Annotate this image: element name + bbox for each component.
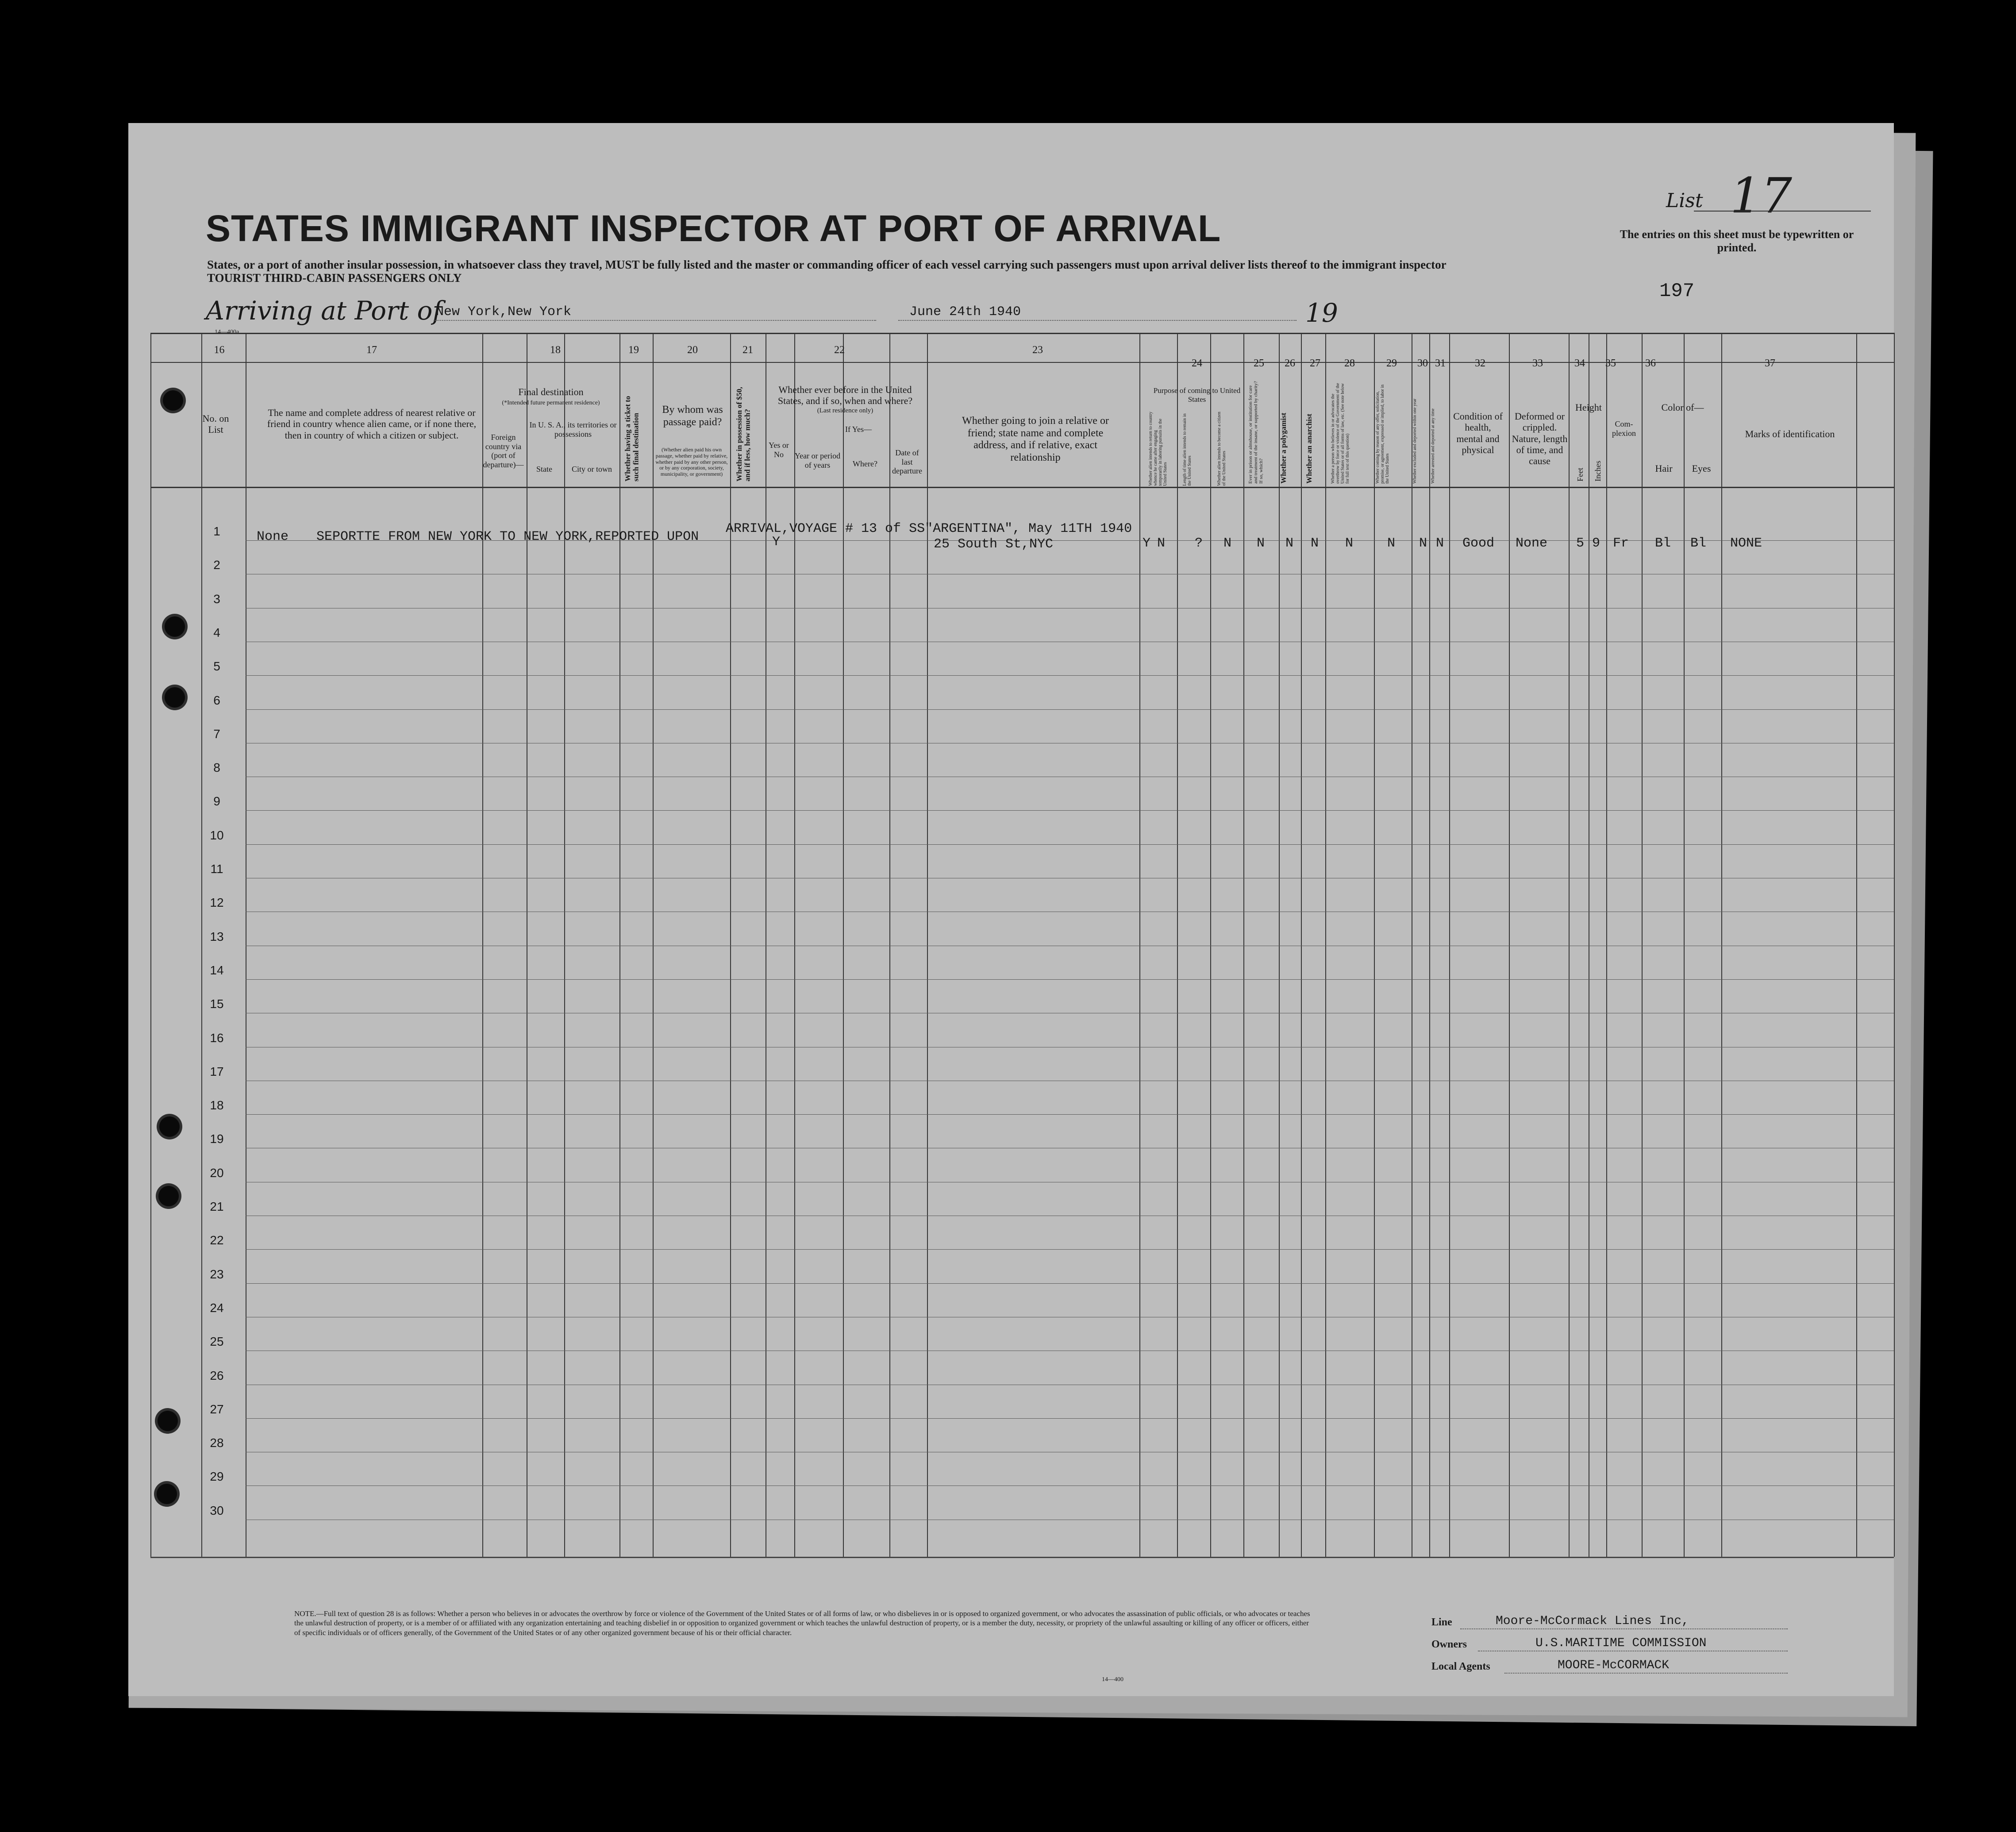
header-passage-paid-sub: (Whether alien paid his own passage, whether paid by relative, whether paid by any other person, or by any corporation, society, municipality, or government) xyxy=(655,446,728,477)
header-final-destination: Final destination xyxy=(518,386,584,397)
header-purpose-b: Length of time alien intends to remain in the United States xyxy=(1182,413,1192,486)
row-rule xyxy=(246,1249,1894,1250)
column-rule xyxy=(1684,333,1685,1557)
row-rule xyxy=(246,1418,1894,1419)
row-rule xyxy=(246,675,1894,676)
row-number: 28 xyxy=(210,1436,224,1450)
binder-hole xyxy=(159,1116,180,1137)
line-value: Moore-McCormack Lines Inc, xyxy=(1496,1614,1689,1628)
header-deformed: Deformed or crippled. Nature, length of time, and cause xyxy=(1512,411,1568,467)
port-value: New York,New York xyxy=(436,304,572,319)
entry-prison: N xyxy=(1257,536,1265,551)
column-rule xyxy=(619,333,620,1557)
entry-arrival-note: ARRIVAL,VOYAGE # 13 of SS"ARGENTINA", May 11TH 1940 xyxy=(726,521,1132,536)
list-label: List xyxy=(1666,189,1703,212)
entry-marks: NONE xyxy=(1730,536,1762,551)
header-purpose-c: Whether alien intends to become a citizen of the United States xyxy=(1217,412,1227,486)
entry-eyes: Bl xyxy=(1690,536,1707,551)
row-number: 16 xyxy=(210,1031,224,1045)
header-no-on-list: No. on List xyxy=(202,413,229,435)
typewritten-note: The entries on this sheet must be typewritten or printed. xyxy=(1620,228,1854,254)
header-yes-no: Yes or No xyxy=(769,441,789,459)
entry-inches: 9 xyxy=(1592,536,1600,551)
row-number: 8 xyxy=(213,761,220,775)
row-number: 5 xyxy=(213,659,220,674)
binder-hole xyxy=(165,616,185,637)
manifest-sheet xyxy=(128,123,1894,1696)
row-number: 2 xyxy=(213,558,220,572)
entry-address: 25 South St,NYC xyxy=(934,537,1054,552)
column-rule xyxy=(843,333,844,1557)
column-rule xyxy=(1210,333,1211,1557)
entry-q29: N xyxy=(1387,536,1396,551)
column-rule xyxy=(1301,333,1302,1557)
row-number: 27 xyxy=(210,1402,224,1416)
header-q28: Whether a person who believes in or advocates the overthrow by force or violence of the Government of the United States or of all forms of law, etc. (See note below for full text of this question) xyxy=(1331,383,1350,484)
header-hair: Hair xyxy=(1655,463,1673,474)
row-number: 13 xyxy=(210,929,224,943)
entry-citizen: N xyxy=(1223,536,1232,551)
header-join-relative: Whether going to join a relative or friend; state name and complete address, and if relative, exact relationship xyxy=(962,415,1109,463)
entry-q31: N xyxy=(1436,536,1444,551)
row-number: 9 xyxy=(213,794,220,808)
header-q31: Whether arrested and deported at any time xyxy=(1431,408,1435,484)
binder-hole xyxy=(157,1484,177,1504)
port-underline xyxy=(434,320,876,321)
header-complexion: Com-plexion xyxy=(1612,420,1636,438)
header-purpose-a: Whether alien intends to return to country whence he came after engaging temporarily in laboring pursuits in the United States xyxy=(1148,412,1168,486)
header-health: Condition of health, mental and physical xyxy=(1453,411,1503,455)
header-passage-paid: By whom was passage paid? xyxy=(662,404,723,428)
col-num-35: 35 xyxy=(1605,358,1616,369)
header-before-in-us: Whether ever before in the United States, and if so, when and where? xyxy=(777,384,913,407)
footer-form-code: 14—400 xyxy=(1102,1676,1123,1683)
entry-length: ? xyxy=(1195,536,1203,551)
row-number: 26 xyxy=(210,1368,224,1382)
column-rule xyxy=(1429,333,1430,1557)
header-purpose: Purpose of coming to United States xyxy=(1153,386,1241,404)
header-anarchist: Whether an anarchist xyxy=(1305,413,1313,484)
column-rule xyxy=(1374,333,1375,1557)
entry-deportee-note: SEPORTTE FROM NEW YORK TO NEW YORK,REPORTED UPON xyxy=(316,529,699,544)
header-before-sub: (Last residence only) xyxy=(817,407,873,414)
header-eyes: Eyes xyxy=(1692,463,1711,474)
header-q29: Whether coming by reason of any offer, solicitation, promise, or agreement, expressed or implied, to labor in the United States xyxy=(1375,384,1390,484)
column-rule xyxy=(730,333,731,1557)
binder-hole xyxy=(165,687,185,708)
row-number: 23 xyxy=(210,1267,224,1281)
col-num-16: 16 xyxy=(214,344,225,356)
header-nearest-relative: The name and complete address of nearest relative or friend in country whence alien came, or if none there, then in country of which a citizen or subject. xyxy=(267,407,477,441)
col-num-36: 36 xyxy=(1645,358,1656,369)
entry-deformed: None xyxy=(1516,536,1548,551)
row-rule xyxy=(246,709,1894,710)
entry-relative: None xyxy=(257,529,289,544)
header-color-of: Color of— xyxy=(1661,402,1704,413)
column-rule xyxy=(1894,333,1895,1557)
row-number: 3 xyxy=(213,592,220,606)
list-number: 17 xyxy=(1730,167,1792,224)
list-underline xyxy=(1694,211,1871,212)
column-rule xyxy=(1642,333,1643,1557)
row-number: 17 xyxy=(210,1064,224,1078)
column-rule xyxy=(1606,333,1607,1557)
column-rule xyxy=(482,333,483,1557)
column-rule xyxy=(1449,333,1450,1557)
header-polygamist: Whether a polygamist xyxy=(1279,412,1288,484)
year-prefix: 19 xyxy=(1305,298,1338,328)
row-rule xyxy=(246,979,1894,980)
header-period: Year or period of years xyxy=(794,451,841,470)
column-rule xyxy=(1177,333,1178,1557)
column-rule xyxy=(1325,333,1326,1557)
col-num-24: 24 xyxy=(1192,358,1202,369)
date-value: June 24th 1940 xyxy=(909,304,1021,319)
row-number: 14 xyxy=(210,963,224,977)
col-num-27: 27 xyxy=(1310,358,1320,369)
binder-hole xyxy=(163,390,183,411)
line-label: Line xyxy=(1431,1616,1452,1628)
row-number: 24 xyxy=(210,1301,224,1315)
column-rule xyxy=(927,333,928,1557)
row-number: 6 xyxy=(213,693,220,707)
row-number: 11 xyxy=(210,862,223,876)
entry-hair: Bl xyxy=(1655,536,1671,551)
arriving-label: Arriving at Port of xyxy=(206,296,442,326)
subtitle: States, or a port of another insular possession, in whatsoever class they travel, MUST be fully listed and the master or commanding officer of each vessel carrying such passengers must upon arrival deliver lists thereof to the immigrant inspector xyxy=(207,258,1447,271)
binder-hole xyxy=(158,1411,178,1431)
header-marks: Marks of identification xyxy=(1745,428,1835,439)
header-ticket: Whether having a ticket to such final destination xyxy=(623,396,640,481)
column-rule xyxy=(889,333,890,1557)
header-usa: In U. S. A., its territories or possessions xyxy=(529,420,617,439)
entry-anarchist: N xyxy=(1311,536,1319,551)
row-rule xyxy=(246,1114,1894,1115)
header-foreign-country: Foreign country via (port of departure)— xyxy=(483,433,524,470)
column-rule xyxy=(1856,333,1857,1557)
binder-hole xyxy=(158,1186,179,1206)
row-rule xyxy=(246,1283,1894,1284)
header-prison: Ever in prison or almshouse, or institution for care and treatment of the insane, or supported by charity? If so, which? xyxy=(1248,381,1264,484)
entry-polygamist: N xyxy=(1285,536,1294,551)
col-num-19: 19 xyxy=(628,344,639,356)
col-num-26: 26 xyxy=(1285,358,1295,369)
column-rule xyxy=(201,333,202,1557)
header-fifty-dollars: Whether in possession of $50, and if less, how much? xyxy=(735,387,752,481)
row-number: 10 xyxy=(210,828,224,842)
column-rule xyxy=(794,333,795,1557)
entry-q28: N xyxy=(1345,536,1354,551)
owners-value: U.S.MARITIME COMMISSION xyxy=(1535,1636,1707,1650)
col-num-18: 18 xyxy=(550,344,561,356)
header-q30: Whether excluded and deported within one year xyxy=(1412,398,1417,484)
col-num-21: 21 xyxy=(743,344,753,356)
entry-purpose-a: Y xyxy=(1143,536,1151,551)
header-if-yes: If Yes— xyxy=(845,425,872,434)
col-num-20: 20 xyxy=(687,344,698,356)
row-number: 1 xyxy=(213,524,220,538)
header-final-destination-sub: (*Intended future permanent residence) xyxy=(502,400,600,406)
col-num-23: 23 xyxy=(1032,344,1043,356)
column-rule xyxy=(1509,333,1510,1557)
column-rule xyxy=(564,333,565,1557)
page-number: 197 xyxy=(1659,280,1695,302)
row-number: 20 xyxy=(210,1166,224,1180)
row-number: 19 xyxy=(210,1132,224,1146)
page-title: STATES IMMIGRANT INSPECTOR AT PORT OF ARRIVAL xyxy=(206,208,1221,249)
col-num-22: 22 xyxy=(834,344,845,356)
column-rule xyxy=(150,333,151,1557)
column-rule xyxy=(653,333,654,1557)
class-line: TOURIST THIRD-CABIN PASSENGERS ONLY xyxy=(207,271,462,285)
header-inches: Inches xyxy=(1593,461,1602,481)
col-num-31: 31 xyxy=(1435,358,1446,369)
header-feet: Feet xyxy=(1576,468,1585,481)
column-rule xyxy=(1569,333,1570,1557)
row-rule xyxy=(246,810,1894,811)
column-rule xyxy=(1243,333,1244,1557)
entry-prior-yes: Y xyxy=(772,535,781,550)
row-number: 30 xyxy=(210,1503,224,1517)
row-number: 22 xyxy=(210,1233,224,1247)
header-where: Where? xyxy=(853,459,877,468)
entry-health: Good xyxy=(1462,536,1495,551)
row-number: 12 xyxy=(210,896,224,910)
date-underline xyxy=(898,320,1297,321)
col-num-37: 37 xyxy=(1765,358,1775,369)
agents-value: MOORE-McCORMACK xyxy=(1558,1659,1670,1672)
form-code: 14—400a xyxy=(215,329,239,335)
row-rule xyxy=(246,844,1894,845)
column-rule xyxy=(1279,333,1280,1557)
row-number: 18 xyxy=(210,1098,224,1112)
row-number: 4 xyxy=(213,625,220,639)
header-state: State xyxy=(536,465,552,473)
col-num-29: 29 xyxy=(1386,358,1397,369)
header-height: Height xyxy=(1575,402,1602,413)
col-num-32: 32 xyxy=(1475,358,1485,369)
entry-feet: 5 xyxy=(1576,536,1585,551)
col-num-28: 28 xyxy=(1344,358,1355,369)
entry-complexion: Fr xyxy=(1613,536,1629,551)
row-number: 25 xyxy=(210,1335,224,1349)
col-num-33: 33 xyxy=(1532,358,1543,369)
owners-label: Owners xyxy=(1431,1639,1467,1650)
row-number: 29 xyxy=(210,1470,224,1484)
row-number: 15 xyxy=(210,997,224,1011)
footnote-question-28: NOTE.—Full text of question 28 is as follows: Whether a person who believes in or advocates the overthrow by force or violence of the Government of the United States or of all forms of law, or who disbelieves in or is opposed to organized government, or who advocates the assassination of public officials, or who advocates or teaches the unlawful destruction of property, or is a member of or affiliated with any organization entertaining and teaching disbelief in or opposition to organized government or which teaches the unlawful destruction of property, or is a member the duty, necessity, or propriety of the unlawful assaulting or killing of any officer or officers, either of specific individuals or of officers generally, of the Government of the United States or of any other organized government because of his or their official character. xyxy=(294,1609,1310,1637)
column-rule xyxy=(1139,333,1140,1557)
col-num-25: 25 xyxy=(1254,358,1264,369)
column-rule xyxy=(1721,333,1722,1557)
col-num-34: 34 xyxy=(1574,358,1585,369)
col-num-17: 17 xyxy=(366,344,377,356)
row-number: 21 xyxy=(210,1200,224,1213)
agents-label: Local Agents xyxy=(1431,1661,1490,1672)
entry-purpose-b: N xyxy=(1157,536,1166,551)
header-city: City or town xyxy=(571,465,612,473)
entry-q30: N xyxy=(1419,536,1427,551)
col-num-30: 30 xyxy=(1417,358,1428,369)
row-number: 7 xyxy=(213,727,220,741)
header-date-departure: Date of last departure xyxy=(892,448,922,476)
